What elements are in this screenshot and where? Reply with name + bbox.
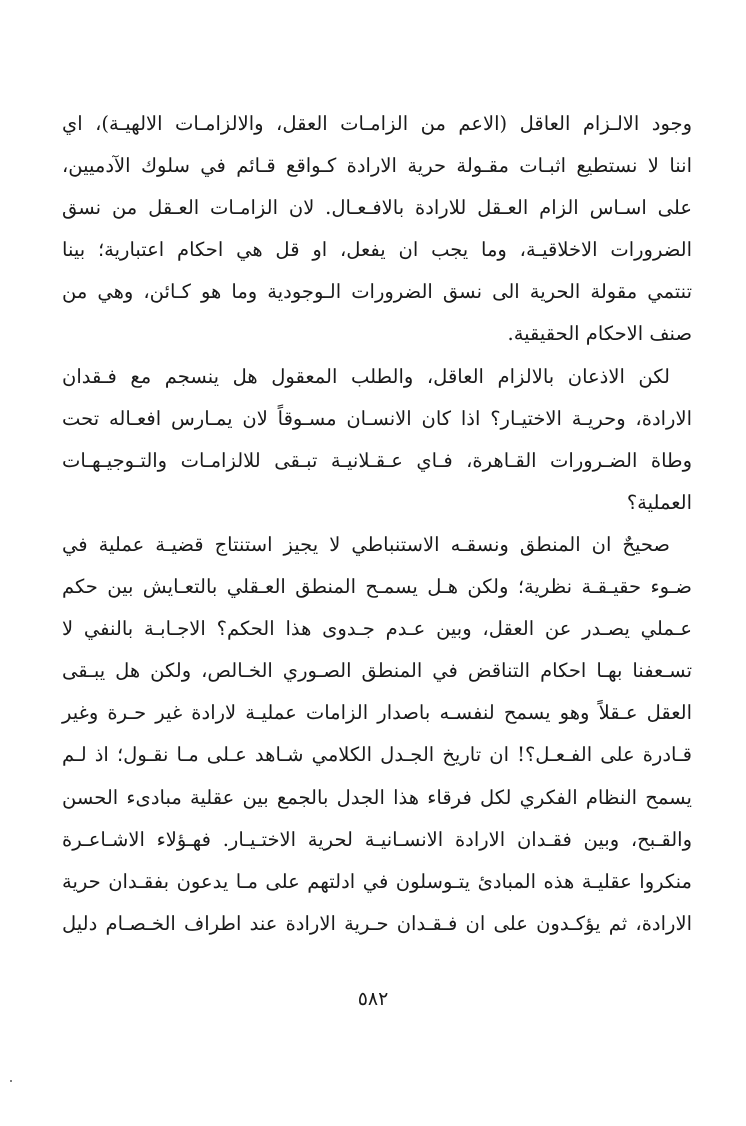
paragraph-1 — [62, 103, 692, 356]
text-line: والقـبح، وبين فقـدان الارادة الانسـانيـة لحرية الاختـيـار. فهـؤلاء الاشـاعـرة — [62, 827, 692, 851]
page-body — [62, 103, 692, 945]
text-line: الضرورات الاخلاقيـة، وما يجب ان يفعل، او قل هي احكام اعتبارية؛ بينا — [62, 238, 692, 262]
text-line: صنف الاحكام الحقيقية. — [507, 322, 692, 346]
text-line: الارادة، وحريـة الاختيـار؟ اذا كان الانسـان مسـوقاً لان يمـارس افعـاله تحت — [62, 406, 692, 430]
text-line: العقل عـقلاً وهو يسمح لنفسـه باصدار الزامات عمليـة لارادة غير حـرة وغير — [62, 701, 692, 725]
text-line: صحيحٌ ان المنطق ونسقـه الاستنباطي لا يجيز استنتاج قضيـة عملية في — [62, 532, 670, 556]
text-line: وجود الالـزام العاقل (الاعم من الزامـات العقل، والالزامـات الالهيـة)، اي — [62, 112, 692, 135]
text-line: منكروا عقليـة هذه المبادئ يتـوسلون في ادلتهم على مـا يدعون بفقـدان حرية — [62, 869, 692, 893]
page-number: ٥٨٢ — [357, 988, 389, 1010]
text-line: قـادرة على الفـعـل؟! ان تاريخ الجـدل الكلامي شـاهد عـلى مـا نقـول؛ اذ لـم — [62, 743, 692, 767]
text-line: يسمح النظام الفكري لكل فرقاء هذا الجدل بالجمع بين عقلية مبادىء الحسن — [62, 785, 692, 809]
text-line: تنتمي مقولة الحرية الى نسق الضرورات الـوجودية وما هو كـائن، وهي من — [62, 280, 692, 304]
text-line: عـملي يصـدر عن العقل، وبين عـدم جـدوى هذا الحكم؟ الاجـابـة بالنفي لا — [62, 617, 692, 641]
text-line: لكن الاذعان بالالزام العاقل، والطلب المعقول هل ينسجم مع فـقدان — [62, 364, 670, 388]
text-line: اننا لا نستطيع اثبـات مقـولة حرية الارادة كـواقع قـائم في سلوك الآدميين، — [62, 154, 692, 178]
text-line: ضـوء حقيـقـة نظرية؛ ولكن هـل يسمـح المنطق العـقلي بالتعـايش بين حكم — [62, 575, 692, 599]
text-line: على اسـاس الزام العـقل للارادة بالافـعـال. لان الزامـات العـقل من نسق — [62, 196, 692, 220]
text-line: وطاة الضـرورات القـاهرة، فـاي عـقـلانيـة تبـقى للالزامـات والتـوجيـهـات — [62, 448, 692, 472]
text-line: العملية؟ — [626, 490, 692, 514]
text-line: تسـعفنا بهـا احكام التناقض في المنطق الصـوري الخـالص، ولكن هل يبـقى — [62, 659, 692, 683]
text-line: الارادة، ثم يؤكـدون على ان فـقـدان حـرية الارادة عند اطراف الخـصـام دليل — [62, 911, 692, 935]
paragraph-3 — [62, 524, 692, 945]
scan-speck — [10, 1080, 12, 1082]
paragraph-2 — [62, 356, 692, 524]
